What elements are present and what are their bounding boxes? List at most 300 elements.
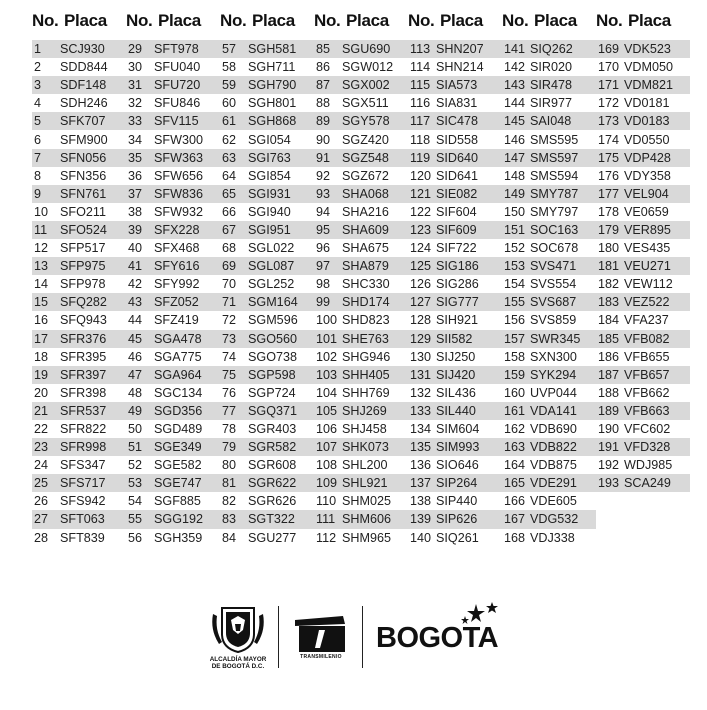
row-plate: SGH711 bbox=[248, 60, 296, 75]
row-plate: SFR537 bbox=[60, 403, 107, 418]
row-number: 190 bbox=[598, 422, 620, 437]
table-row bbox=[220, 94, 314, 112]
row-number: 43 bbox=[128, 295, 143, 310]
table-row bbox=[596, 76, 690, 94]
row-number: 54 bbox=[128, 494, 143, 509]
table-row bbox=[32, 130, 126, 148]
row-plate: SFS717 bbox=[60, 476, 106, 491]
row-plate: VDK523 bbox=[624, 42, 671, 57]
table-row bbox=[502, 420, 596, 438]
table-row bbox=[596, 94, 690, 112]
row-plate: SVS554 bbox=[530, 277, 577, 292]
table-row bbox=[596, 438, 690, 456]
alcaldia-crest bbox=[205, 604, 271, 674]
row-plate: SGL252 bbox=[248, 277, 295, 292]
row-number: 107 bbox=[316, 440, 338, 455]
table-row bbox=[32, 58, 126, 76]
row-plate: SFU846 bbox=[154, 96, 201, 111]
row-number: 91 bbox=[316, 150, 331, 165]
row-number: 65 bbox=[222, 186, 237, 201]
row-plate: SFO524 bbox=[60, 222, 107, 237]
row-number: 183 bbox=[598, 295, 620, 310]
table-row bbox=[126, 402, 220, 420]
table-row bbox=[408, 275, 502, 293]
row-number: 99 bbox=[316, 295, 331, 310]
table-row bbox=[408, 366, 502, 384]
header-placa: Placa bbox=[346, 11, 389, 30]
table-row bbox=[32, 293, 126, 311]
row-plate: SGE349 bbox=[154, 440, 202, 455]
row-plate: SDH246 bbox=[60, 96, 108, 111]
row-plate: SGD356 bbox=[154, 403, 203, 418]
row-number: 102 bbox=[316, 349, 338, 364]
row-plate: VDE291 bbox=[530, 476, 577, 491]
table-row bbox=[408, 257, 502, 275]
table-row bbox=[408, 311, 502, 329]
table-row bbox=[126, 221, 220, 239]
row-number: 94 bbox=[316, 204, 331, 219]
table-row bbox=[314, 492, 408, 510]
row-number: 33 bbox=[128, 114, 143, 129]
row-number: 106 bbox=[316, 422, 338, 437]
row-plate: SGU277 bbox=[248, 530, 297, 545]
row-plate: VFA237 bbox=[624, 313, 669, 328]
row-number: 52 bbox=[128, 458, 143, 473]
row-plate: SHM965 bbox=[342, 530, 391, 545]
table-row bbox=[596, 239, 690, 257]
row-plate: SHN207 bbox=[436, 42, 484, 57]
table-row bbox=[314, 474, 408, 492]
row-number: 126 bbox=[410, 277, 432, 292]
row-plate: SFK707 bbox=[60, 114, 106, 129]
row-number: 115 bbox=[410, 78, 431, 93]
row-plate: SFN056 bbox=[60, 150, 107, 165]
row-number: 151 bbox=[504, 222, 526, 237]
row-plate: VDG532 bbox=[530, 512, 579, 527]
row-plate: SIJ420 bbox=[436, 367, 476, 382]
column-header bbox=[220, 9, 314, 33]
table-row bbox=[126, 438, 220, 456]
row-number: 170 bbox=[598, 60, 620, 75]
row-number: 103 bbox=[316, 367, 338, 382]
row-plate: SIJ250 bbox=[436, 349, 476, 364]
table-row bbox=[220, 257, 314, 275]
table-row bbox=[502, 510, 596, 528]
row-number: 72 bbox=[222, 313, 237, 328]
table-row bbox=[126, 420, 220, 438]
row-number: 63 bbox=[222, 150, 237, 165]
table-row bbox=[32, 94, 126, 112]
row-number: 189 bbox=[598, 403, 620, 418]
row-number: 140 bbox=[410, 530, 432, 545]
row-number: 20 bbox=[34, 385, 49, 400]
row-plate: VEU271 bbox=[624, 259, 671, 274]
row-plate: SGM164 bbox=[248, 295, 298, 310]
row-number: 176 bbox=[598, 168, 620, 183]
table-row bbox=[32, 149, 126, 167]
row-number: 92 bbox=[316, 168, 331, 183]
row-plate: SHD823 bbox=[342, 313, 390, 328]
table-row bbox=[32, 203, 126, 221]
row-number: 137 bbox=[410, 476, 432, 491]
row-number: 67 bbox=[222, 222, 237, 237]
row-plate: SFR397 bbox=[60, 367, 107, 382]
column-header bbox=[314, 9, 408, 33]
row-plate: SFW656 bbox=[154, 168, 203, 183]
table-row bbox=[502, 311, 596, 329]
row-number: 78 bbox=[222, 422, 237, 437]
row-plate: SMY787 bbox=[530, 186, 579, 201]
row-number: 71 bbox=[222, 295, 237, 310]
row-number: 179 bbox=[598, 222, 620, 237]
table-row bbox=[220, 293, 314, 311]
row-plate: SGI054 bbox=[248, 132, 291, 147]
row-number: 153 bbox=[504, 259, 526, 274]
table-row bbox=[126, 275, 220, 293]
row-plate: VFD328 bbox=[624, 440, 671, 455]
header-placa: Placa bbox=[252, 11, 295, 30]
row-number: 64 bbox=[222, 168, 237, 183]
table-row bbox=[596, 366, 690, 384]
row-plate: SFS942 bbox=[60, 494, 106, 509]
row-number: 37 bbox=[128, 186, 143, 201]
plate-column bbox=[596, 9, 690, 547]
table-row bbox=[220, 239, 314, 257]
row-number: 7 bbox=[34, 150, 42, 165]
row-number: 39 bbox=[128, 222, 143, 237]
table-row bbox=[408, 510, 502, 528]
table-row bbox=[126, 40, 220, 58]
row-number: 182 bbox=[598, 277, 620, 292]
row-plate: SHA609 bbox=[342, 222, 389, 237]
table-row bbox=[408, 384, 502, 402]
table-row bbox=[408, 167, 502, 185]
row-plate: SFN356 bbox=[60, 168, 107, 183]
row-plate: SFV115 bbox=[154, 114, 199, 129]
table-row bbox=[314, 203, 408, 221]
row-number: 81 bbox=[222, 476, 237, 491]
row-number: 97 bbox=[316, 259, 331, 274]
row-number: 114 bbox=[410, 60, 431, 75]
table-row bbox=[314, 167, 408, 185]
row-plate: SFP975 bbox=[60, 259, 106, 274]
row-number: 122 bbox=[410, 204, 432, 219]
row-number: 34 bbox=[128, 132, 143, 147]
row-plate: SGI763 bbox=[248, 150, 291, 165]
row-number: 175 bbox=[598, 150, 620, 165]
row-number: 188 bbox=[598, 385, 620, 400]
row-number: 90 bbox=[316, 132, 331, 147]
row-number: 125 bbox=[410, 259, 432, 274]
table-row bbox=[220, 185, 314, 203]
table-row bbox=[408, 76, 502, 94]
row-plate: SGW012 bbox=[342, 60, 394, 75]
table-row bbox=[314, 239, 408, 257]
table-row bbox=[408, 529, 502, 547]
table-row bbox=[126, 311, 220, 329]
row-number: 14 bbox=[34, 277, 49, 292]
table-row bbox=[32, 348, 126, 366]
row-plate: SGH790 bbox=[248, 78, 297, 93]
footer-divider bbox=[278, 606, 279, 668]
table-row bbox=[32, 257, 126, 275]
table-row bbox=[126, 239, 220, 257]
row-plate: VDM821 bbox=[624, 78, 673, 93]
row-number: 83 bbox=[222, 512, 237, 527]
row-plate: VER895 bbox=[624, 222, 671, 237]
row-plate: SMS595 bbox=[530, 132, 579, 147]
row-plate: SDF148 bbox=[60, 78, 107, 93]
row-plate: SGT322 bbox=[248, 512, 295, 527]
table-row bbox=[408, 149, 502, 167]
row-plate: SHK073 bbox=[342, 440, 389, 455]
row-number: 160 bbox=[504, 385, 526, 400]
table-row bbox=[502, 149, 596, 167]
plate-column bbox=[502, 9, 596, 547]
table-row bbox=[502, 293, 596, 311]
table-row bbox=[32, 311, 126, 329]
table-row bbox=[32, 239, 126, 257]
row-number: 169 bbox=[598, 42, 620, 57]
row-plate: SFR395 bbox=[60, 349, 107, 364]
row-number: 157 bbox=[504, 331, 526, 346]
table-row bbox=[126, 348, 220, 366]
row-plate: VDJ338 bbox=[530, 530, 575, 545]
row-plate: SFN761 bbox=[60, 186, 107, 201]
row-number: 164 bbox=[504, 458, 526, 473]
table-row bbox=[502, 76, 596, 94]
row-plate: SIQ262 bbox=[530, 42, 573, 57]
row-plate: SGE747 bbox=[154, 476, 202, 491]
row-number: 25 bbox=[34, 476, 49, 491]
row-plate: SVS859 bbox=[530, 313, 577, 328]
row-number: 185 bbox=[598, 331, 620, 346]
row-number: 172 bbox=[598, 96, 620, 111]
row-plate: SGO738 bbox=[248, 349, 298, 364]
row-plate: SFW363 bbox=[154, 150, 203, 165]
table-row bbox=[596, 384, 690, 402]
table-row bbox=[220, 402, 314, 420]
row-number: 191 bbox=[598, 440, 620, 455]
table-row bbox=[502, 94, 596, 112]
row-plate: SGC134 bbox=[154, 385, 203, 400]
row-plate: SFX228 bbox=[154, 222, 200, 237]
row-plate: SHA675 bbox=[342, 241, 389, 256]
row-number: 75 bbox=[222, 367, 237, 382]
row-number: 74 bbox=[222, 349, 237, 364]
row-number: 61 bbox=[222, 114, 237, 129]
table-row bbox=[32, 529, 126, 547]
table-row bbox=[502, 348, 596, 366]
row-number: 156 bbox=[504, 313, 526, 328]
table-row bbox=[314, 420, 408, 438]
plate-column bbox=[32, 9, 126, 547]
table-row bbox=[32, 76, 126, 94]
row-plate: SGI854 bbox=[248, 168, 291, 183]
row-number: 22 bbox=[34, 422, 49, 437]
row-number: 38 bbox=[128, 204, 143, 219]
table-row bbox=[314, 221, 408, 239]
row-plate: SHN214 bbox=[436, 60, 484, 75]
row-number: 145 bbox=[504, 114, 526, 129]
table-row bbox=[502, 456, 596, 474]
table-row bbox=[314, 76, 408, 94]
row-number: 187 bbox=[598, 367, 620, 382]
row-number: 95 bbox=[316, 222, 331, 237]
table-row bbox=[32, 167, 126, 185]
table-row bbox=[502, 529, 596, 547]
table-row bbox=[596, 112, 690, 130]
plate-column bbox=[220, 9, 314, 547]
row-plate: SGR582 bbox=[248, 440, 297, 455]
table-row bbox=[408, 221, 502, 239]
table-row bbox=[126, 510, 220, 528]
table-row bbox=[596, 402, 690, 420]
row-plate: VEW112 bbox=[624, 277, 673, 292]
row-number: 141 bbox=[504, 42, 526, 57]
row-number: 167 bbox=[504, 512, 526, 527]
row-number: 105 bbox=[316, 403, 338, 418]
plate-column bbox=[314, 9, 408, 547]
table-row bbox=[596, 474, 690, 492]
table-row bbox=[314, 348, 408, 366]
row-plate: SMY797 bbox=[530, 204, 579, 219]
row-plate: VFB655 bbox=[624, 349, 670, 364]
row-plate: SIF722 bbox=[436, 241, 477, 256]
row-plate: SGU690 bbox=[342, 42, 391, 57]
row-number: 184 bbox=[598, 313, 620, 328]
row-number: 48 bbox=[128, 385, 143, 400]
row-plate: SFY992 bbox=[154, 277, 200, 292]
row-number: 84 bbox=[222, 530, 237, 545]
table-row bbox=[220, 492, 314, 510]
row-plate: SGG192 bbox=[154, 512, 204, 527]
row-plate: SHJ458 bbox=[342, 422, 387, 437]
column-header bbox=[502, 9, 596, 33]
row-plate: SIR020 bbox=[530, 60, 573, 75]
table-row bbox=[596, 40, 690, 58]
table-row bbox=[502, 402, 596, 420]
table-row bbox=[502, 185, 596, 203]
table-row bbox=[502, 474, 596, 492]
row-plate: SIF604 bbox=[436, 204, 477, 219]
table-row bbox=[408, 58, 502, 76]
row-number: 171 bbox=[598, 78, 620, 93]
table-row bbox=[596, 456, 690, 474]
table-row bbox=[126, 112, 220, 130]
row-plate: SGL087 bbox=[248, 259, 295, 274]
row-number: 41 bbox=[128, 259, 143, 274]
row-number: 144 bbox=[504, 96, 526, 111]
row-number: 77 bbox=[222, 403, 237, 418]
table-row bbox=[220, 167, 314, 185]
row-plate: SGI940 bbox=[248, 204, 291, 219]
row-plate: SMS597 bbox=[530, 150, 579, 165]
header-no: No. bbox=[408, 11, 435, 30]
row-number: 40 bbox=[128, 241, 143, 256]
table-row bbox=[408, 94, 502, 112]
row-plate: SGH581 bbox=[248, 42, 297, 57]
row-plate: SGZ548 bbox=[342, 150, 389, 165]
row-number: 26 bbox=[34, 494, 49, 509]
row-plate: SGR622 bbox=[248, 476, 297, 491]
table-row bbox=[502, 58, 596, 76]
table-row bbox=[220, 58, 314, 76]
row-number: 10 bbox=[34, 204, 49, 219]
table-row bbox=[502, 257, 596, 275]
table-row bbox=[220, 275, 314, 293]
table-row bbox=[502, 221, 596, 239]
row-plate: SCA249 bbox=[624, 476, 671, 491]
table-row bbox=[502, 239, 596, 257]
row-plate: VDY358 bbox=[624, 168, 671, 183]
transmilenio-label: TRANSMILENIO bbox=[300, 654, 342, 660]
header-placa: Placa bbox=[628, 11, 671, 30]
row-plate: SHH769 bbox=[342, 385, 390, 400]
table-row bbox=[408, 112, 502, 130]
table-row bbox=[408, 348, 502, 366]
row-plate: SFR398 bbox=[60, 385, 107, 400]
table-row bbox=[408, 239, 502, 257]
row-number: 68 bbox=[222, 241, 237, 256]
row-number: 121 bbox=[410, 186, 432, 201]
column-header bbox=[126, 9, 220, 33]
table-row bbox=[314, 293, 408, 311]
row-plate: VDP428 bbox=[624, 150, 671, 165]
row-plate: SHC330 bbox=[342, 277, 390, 292]
row-number: 123 bbox=[410, 222, 432, 237]
row-plate: VDM050 bbox=[624, 60, 673, 75]
row-number: 62 bbox=[222, 132, 237, 147]
row-number: 155 bbox=[504, 295, 526, 310]
row-plate: SFQ943 bbox=[60, 313, 107, 328]
header-no: No. bbox=[596, 11, 623, 30]
row-number: 11 bbox=[34, 222, 48, 237]
table-row bbox=[32, 40, 126, 58]
row-plate: SAI048 bbox=[530, 114, 572, 129]
crest-icon bbox=[205, 604, 271, 654]
row-plate: SGY578 bbox=[342, 114, 390, 129]
header-no: No. bbox=[220, 11, 247, 30]
row-number: 12 bbox=[34, 241, 49, 256]
row-number: 104 bbox=[316, 385, 338, 400]
row-plate: SIC478 bbox=[436, 114, 479, 129]
row-plate: SHD174 bbox=[342, 295, 390, 310]
table-row bbox=[596, 293, 690, 311]
row-plate: SIL436 bbox=[436, 385, 476, 400]
row-plate: SGO560 bbox=[248, 331, 298, 346]
table-row bbox=[32, 275, 126, 293]
table-row bbox=[32, 474, 126, 492]
table-row bbox=[314, 384, 408, 402]
row-number: 112 bbox=[316, 530, 337, 545]
table-row bbox=[314, 456, 408, 474]
header-placa: Placa bbox=[534, 11, 577, 30]
table-row bbox=[126, 474, 220, 492]
row-plate: SXN300 bbox=[530, 349, 577, 364]
table-row bbox=[502, 330, 596, 348]
row-number: 101 bbox=[316, 331, 338, 346]
row-plate: SFR998 bbox=[60, 440, 107, 455]
plate-table bbox=[32, 9, 690, 547]
row-plate: SIG286 bbox=[436, 277, 479, 292]
table-row bbox=[596, 330, 690, 348]
row-number: 158 bbox=[504, 349, 526, 364]
row-plate: SGI951 bbox=[248, 222, 291, 237]
table-row bbox=[408, 130, 502, 148]
row-number: 44 bbox=[128, 313, 143, 328]
row-number: 98 bbox=[316, 277, 331, 292]
